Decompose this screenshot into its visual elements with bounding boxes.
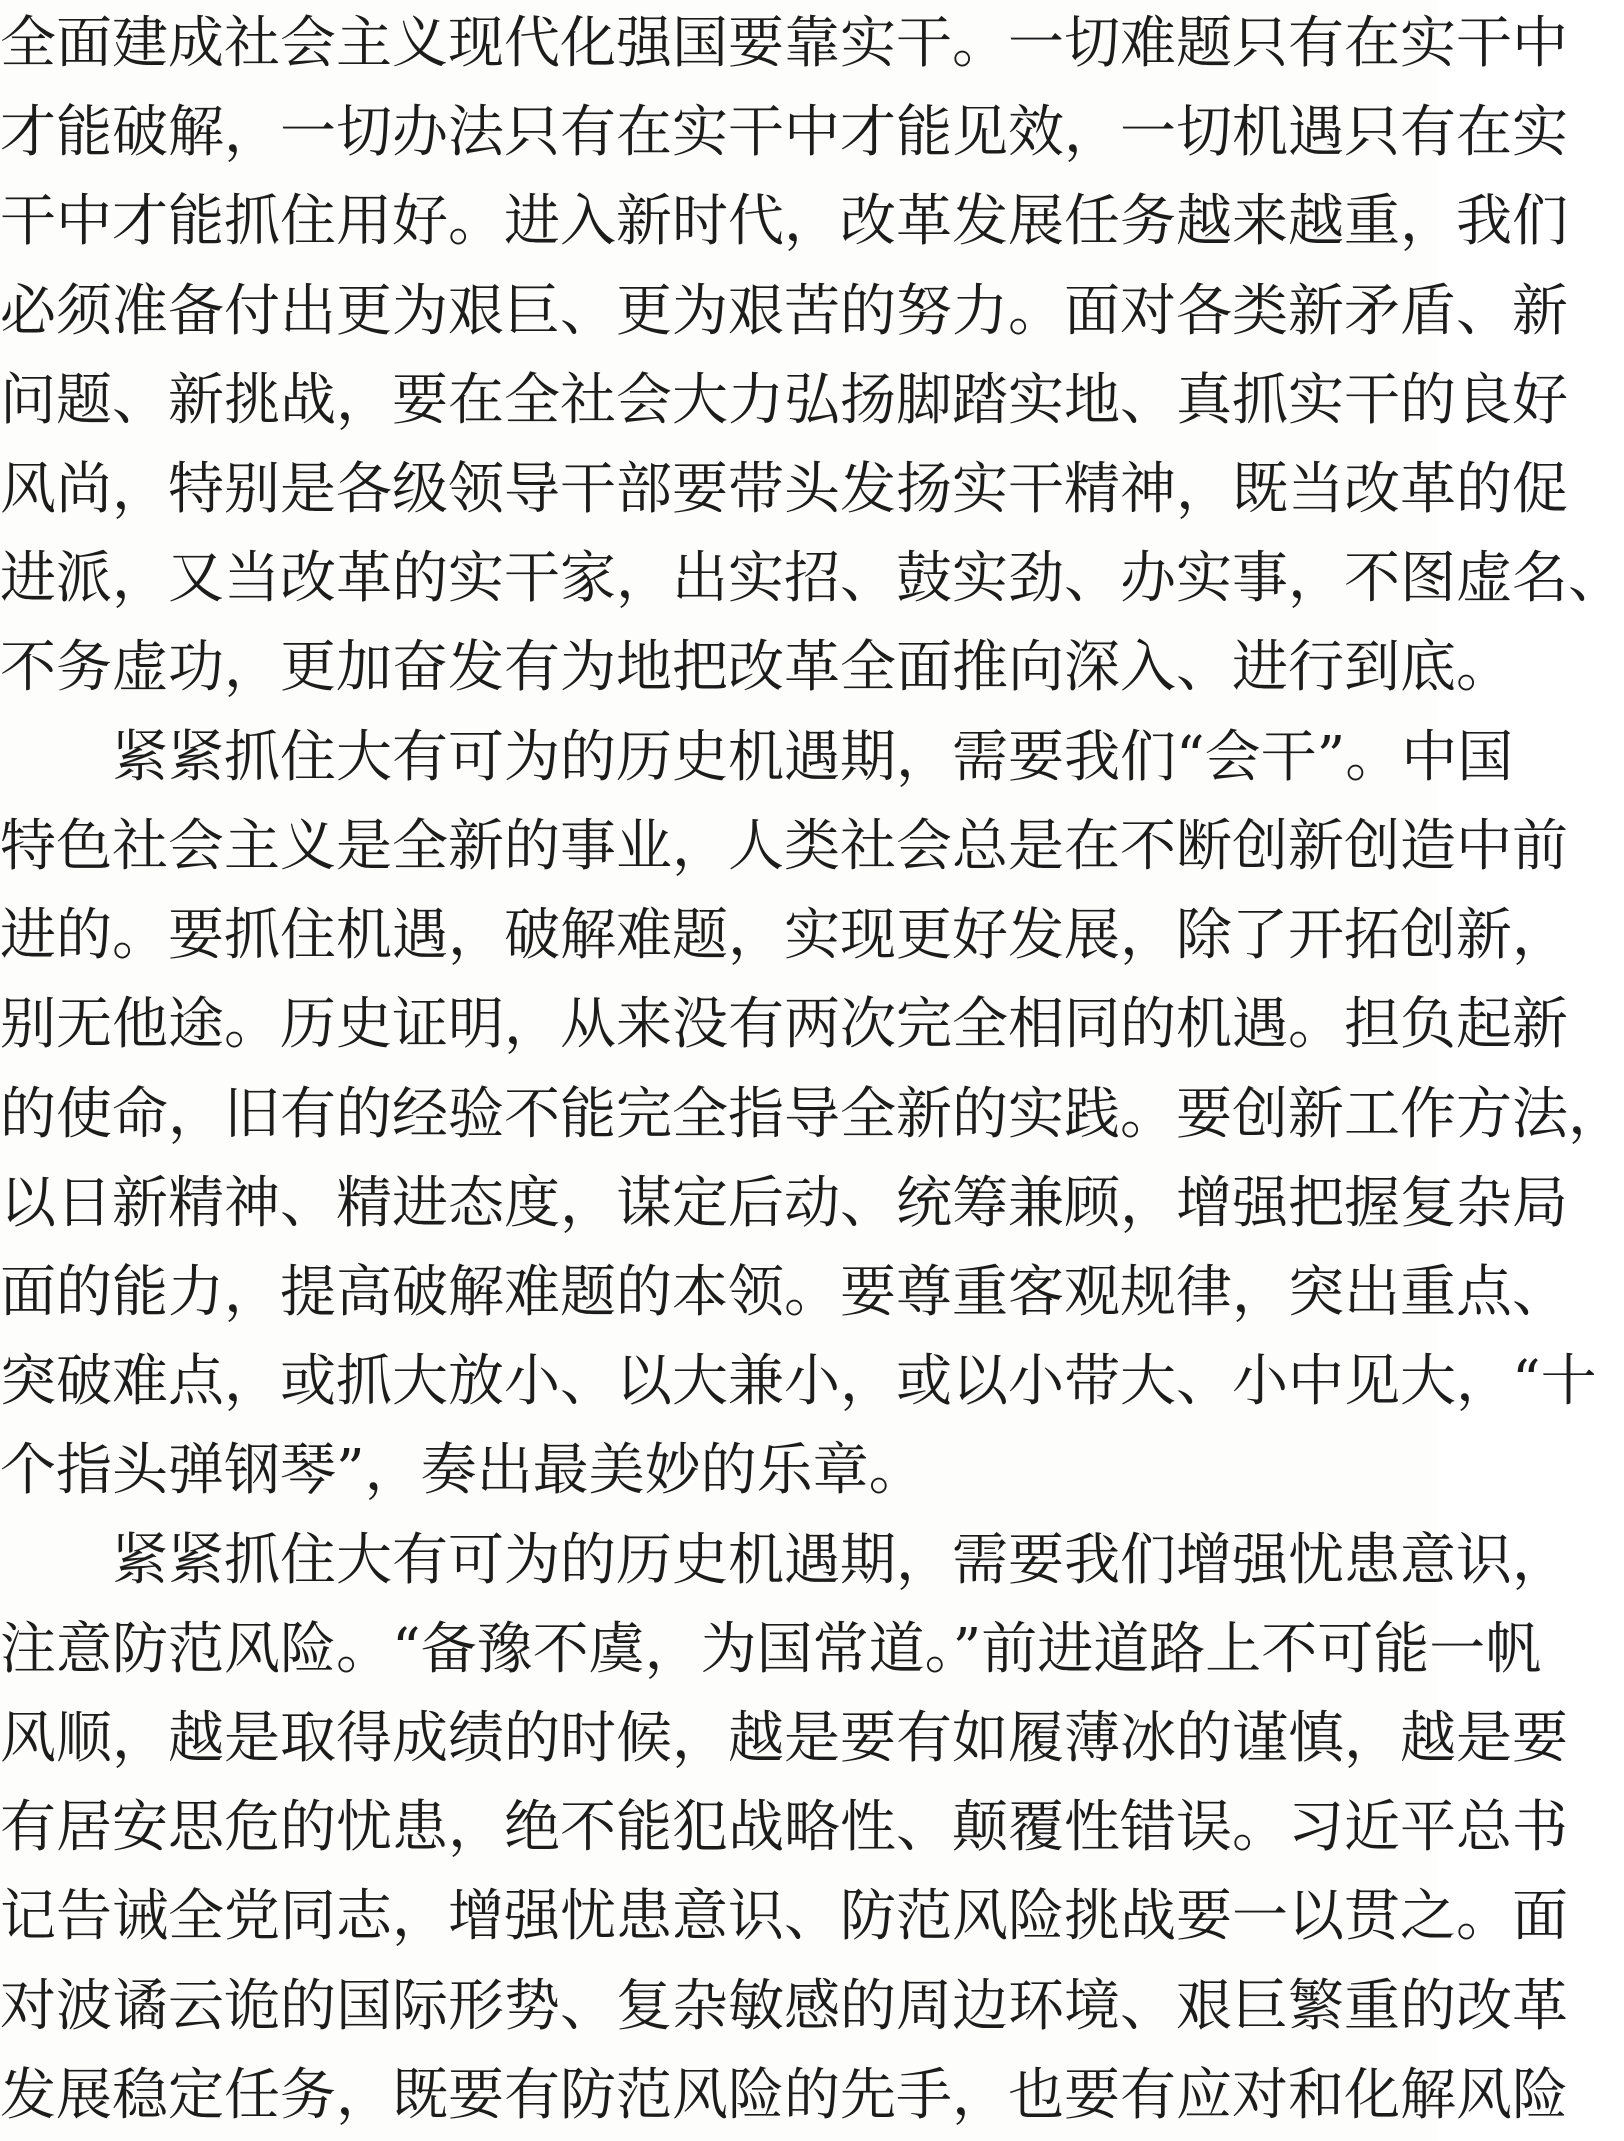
text-line: 别无他途。历史证明，从来没有两次完全相同的机遇。担负起新 [0, 992, 1568, 1057]
text-line: 以日新精神、精进态度，谋定后动、统筹兼顾，增强把握复杂局 [0, 1171, 1568, 1236]
text-line: 全面建成社会主义现代化强国要靠实干。一切难题只有在实干中 [0, 11, 1568, 76]
text-line: 特色社会主义是全新的事业，人类社会总是在不断创新创造中前 [0, 814, 1568, 879]
text-line: 突破难点，或抓大放小、以大兼小，或以小带大、小中见大，“十 [0, 1349, 1597, 1414]
text-line: 风尚，特别是各级领导干部要带头发扬实干精神，既当改革的促 [0, 457, 1568, 522]
text-line: 进的。要抓住机遇，破解难题，实现更好发展，除了开拓创新， [0, 903, 1568, 968]
text-line: 必须准备付出更为艰巨、更为艰苦的努力。面对各类新矛盾、新 [0, 279, 1568, 344]
text-line: 有居安思危的忧患，绝不能犯战略性、颠覆性错误。习近平总书 [0, 1795, 1568, 1860]
text-line: 紧紧抓住大有可为的历史机遇期，需要我们“会干”。中国 [0, 725, 1514, 790]
text-line: 发展稳定任务，既要有防范风险的先手，也要有应对和化解风险 [0, 2063, 1568, 2128]
text-line: 进派，又当改革的实干家，出实招、鼓实劲、办实事，不图虚名、 [0, 546, 1624, 611]
text-line: 才能破解，一切办法只有在实干中才能见效，一切机遇只有在实 [0, 100, 1568, 165]
text-line: 问题、新挑战，要在全社会大力弘扬脚踏实地、真抓实干的良好 [0, 368, 1568, 433]
text-line: 干中才能抓住用好。进入新时代，改革发展任务越来越重，我们 [0, 189, 1568, 254]
text-line: 对波谲云诡的国际形势、复杂敏感的周边环境、艰巨繁重的改革 [0, 1974, 1568, 2039]
text-line: 紧紧抓住大有可为的历史机遇期，需要我们增强忧患意识， [0, 1528, 1568, 1593]
text-line: 记告诫全党同志，增强忧患意识、防范风险挑战要一以贯之。面 [0, 1884, 1568, 1949]
text-line: 个指头弹钢琴”，奏出最美妙的乐章。 [0, 1438, 925, 1503]
text-line: 风顺，越是取得成绩的时候，越是要有如履薄冰的谨慎，越是要 [0, 1706, 1568, 1771]
text-line: 的使命，旧有的经验不能完全指导全新的实践。要创新工作方法， [0, 1082, 1624, 1147]
text-line: 面的能力，提高破解难题的本领。要尊重客观规律，突出重点、 [0, 1260, 1568, 1325]
text-line: 不务虚功，更加奋发有为地把改革全面推向深入、进行到底。 [0, 635, 1512, 700]
text-line: 注意防范风险。“备豫不虞，为国常道。”前进道路上不可能一帆 [0, 1617, 1542, 1682]
